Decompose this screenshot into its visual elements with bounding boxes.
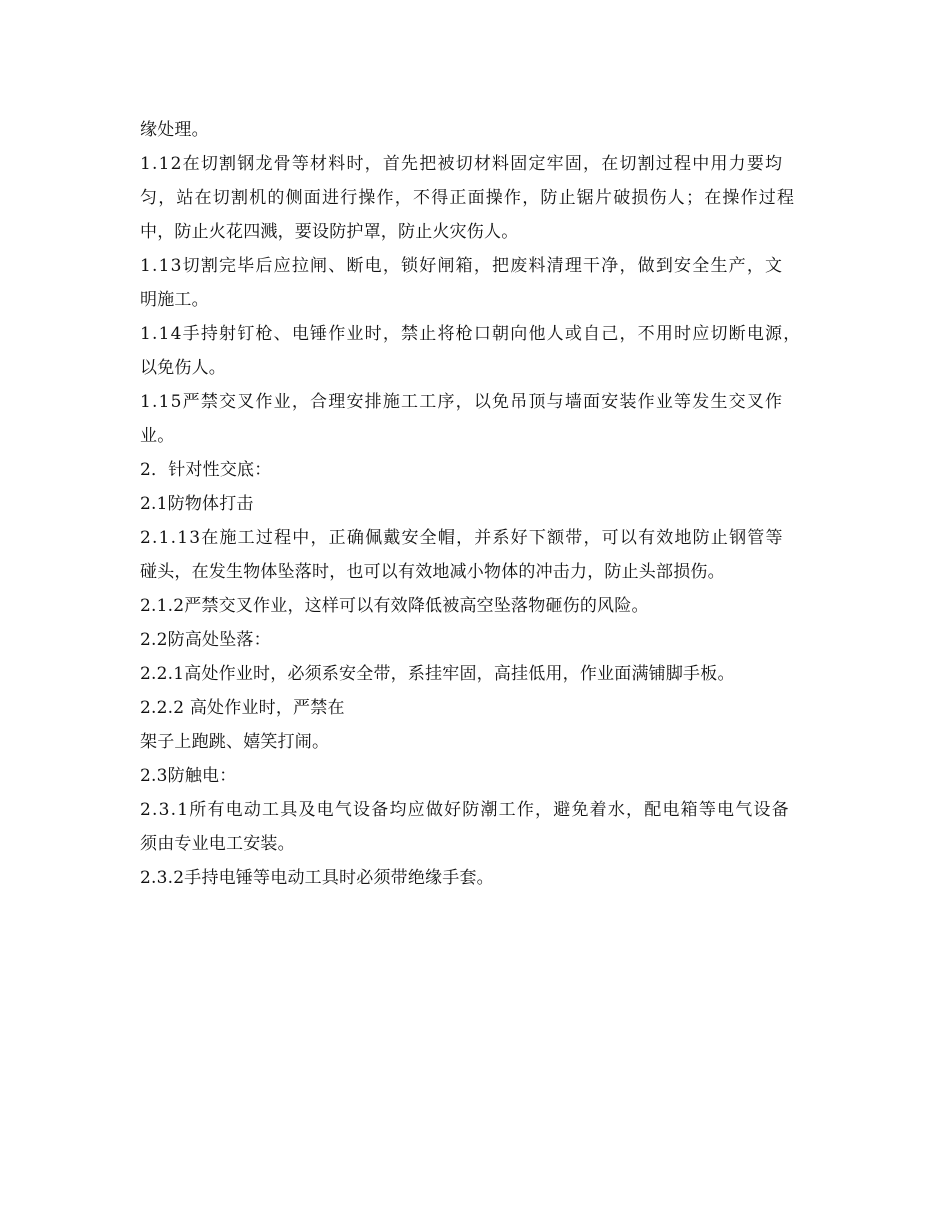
text-line: 2.1.2严禁交叉作业，这样可以有效降低被高空坠落物砸伤的风险。: [140, 596, 649, 616]
text-line: 以免伤人。: [140, 358, 226, 378]
document-body: [140, 113, 820, 895]
text-line: 碰头，在发生物体坠落时，也可以有效地减小物体的冲击力，防止头部损伤。: [140, 562, 725, 582]
text-line: 2.3.2手持电锤等电动工具时必须带绝缘手套。: [140, 868, 494, 888]
text-line: 明施工。: [140, 290, 209, 310]
text-line: 1.12在切割钢龙骨等材料时，首先把被切材料固定牢固，在切割过程中用力要均: [140, 154, 784, 174]
text-line: 1.15严禁交叉作业，合理安排施工工序，以免吊顶与墙面安装作业等发生交叉作: [140, 392, 784, 412]
text-line: 匀，站在切割机的侧面进行操作，不得正面操作，防止锯片破损伤人；在操作过程: [140, 188, 796, 208]
subsection-heading: 2.2防高处坠落：: [140, 630, 271, 650]
subsection-heading: 2.1防物体打击: [140, 494, 254, 514]
subsection-heading: 2.3防触电：: [140, 766, 237, 786]
text-line: 2.2.1高处作业时，必须系安全带，系挂牢固，高挂低用，作业面满铺脚手板。: [140, 664, 735, 684]
text-line: 业。: [140, 426, 175, 446]
text-line: 2.3.1所有电动工具及电气设备均应做好防潮工作，避免着水，配电箱等电气设备: [140, 800, 790, 820]
section-heading: 2．针对性交底：: [140, 460, 272, 480]
text-line: 须由专业电工安装。: [140, 834, 295, 854]
text-line: 2.1.13在施工过程中，正确佩戴安全帽，并系好下额带，可以有效地防止钢管等: [140, 528, 784, 548]
text-line: 中，防止火花四溅，要设防护罩，防止火灾伤人。: [140, 222, 519, 242]
text-line: 2.2.2 高处作业时，严禁在: [140, 698, 345, 718]
text-line: 架子上跑跳、嬉笑打闹。: [140, 732, 330, 752]
text-line: 1.14手持射钉枪、电锤作业时，禁止将枪口朝向他人或自己，不用时应切断电源，: [140, 324, 802, 344]
text-line: 缘处理。: [140, 120, 209, 140]
text-line: 1.13切割完毕后应拉闸、断电，锁好闸箱，把废料清理干净，做到安全生产，文: [140, 256, 784, 276]
